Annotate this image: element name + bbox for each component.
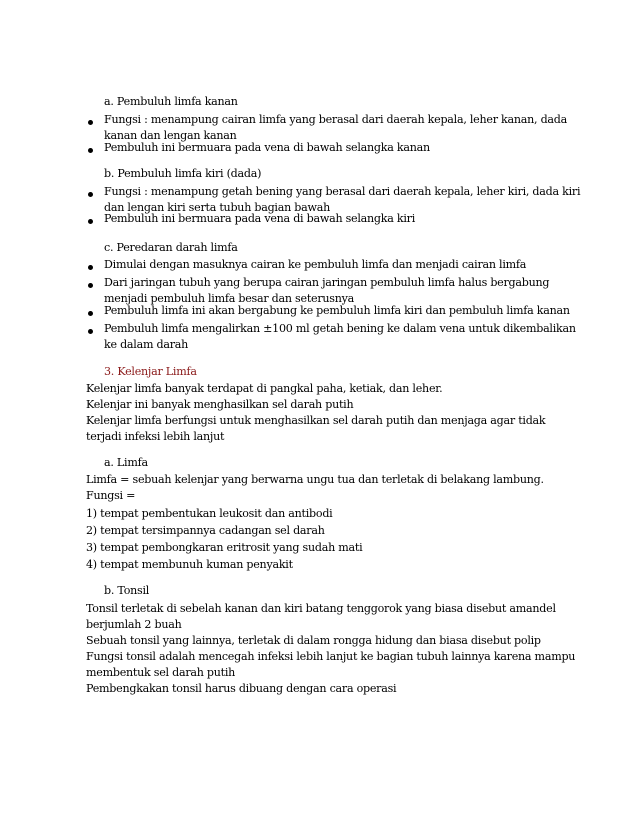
bullet-icon <box>88 283 93 288</box>
bullet-icon <box>88 148 93 153</box>
bullet-icon <box>88 311 93 316</box>
heading-peredaran-darah-limfa: c. Peredaran darah limfa <box>104 241 238 254</box>
fungsi-label: Fungsi = <box>86 489 136 502</box>
paragraph-line: Kelenjar ini banyak menghasilkan sel darah putih <box>86 398 354 411</box>
definition-line: Limfa = sebuah kelenjar yang berwarna ungu tua dan terletak di belakang lambung. <box>86 473 544 486</box>
numbered-item: 4) tempat membunuh kuman penyakit <box>86 558 293 571</box>
bullet-text: Fungsi : menampung cairan limfa yang berasal dari daerah kepala, leher kanan, dada <box>104 113 568 126</box>
heading-tonsil: b. Tonsil <box>104 584 150 597</box>
heading-pembuluh-limfa-kanan: a. Pembuluh limfa kanan <box>104 95 238 108</box>
paragraph-line: Tonsil terletak di sebelah kanan dan kiri batang tenggorok yang biasa disebut amandel <box>86 602 556 615</box>
numbered-item: 1) tempat pembentukan leukosit dan antibodi <box>86 507 333 520</box>
bullet-icon <box>88 120 93 125</box>
bullet-text-continuation: ke dalam darah <box>104 338 189 351</box>
bullet-text: Dimulai dengan masuknya cairan ke pembuluh limfa dan menjadi cairan limfa <box>104 258 527 271</box>
bullet-text: Fungsi : menampung getah bening yang berasal dari daerah kepala, leher kiri, dada kiri <box>104 185 581 198</box>
paragraph-line: Fungsi tonsil adalah mencegah infeksi lebih lanjut ke bagian tubuh lainnya karena mampu <box>86 650 576 663</box>
bullet-icon <box>88 329 93 334</box>
paragraph-line: berjumlah 2 buah <box>86 618 182 631</box>
heading-pembuluh-limfa-kiri: b. Pembuluh limfa kiri (dada) <box>104 167 262 180</box>
numbered-item: 3) tempat pembongkaran eritrosit yang sudah mati <box>86 541 363 554</box>
bullet-text: Pembuluh limfa ini akan bergabung ke pembuluh limfa kiri dan pembuluh limfa kanan <box>104 304 570 317</box>
paragraph-line: Kelenjar limfa berfungsi untuk menghasilkan sel darah putih dan menjaga agar tidak <box>86 414 546 427</box>
bullet-text-continuation: menjadi pembuluh limfa besar dan seterusnya <box>104 292 355 305</box>
heading-limfa: a. Limfa <box>104 456 148 469</box>
paragraph-line: Sebuah tonsil yang lainnya, terletak di dalam rongga hidung dan biasa disebut polip <box>86 634 541 647</box>
bullet-text: Pembuluh limfa mengalirkan ±100 ml getah bening ke dalam vena untuk dikembalikan <box>104 322 576 335</box>
heading-kelenjar-limfa: 3. Kelenjar Limfa <box>104 365 197 378</box>
bullet-text: Pembuluh ini bermuara pada vena di bawah selangka kiri <box>104 212 416 225</box>
paragraph-line: membentuk sel darah putih <box>86 666 236 679</box>
bullet-text: Dari jaringan tubuh yang berupa cairan jaringan pembuluh limfa halus bergabung <box>104 276 550 289</box>
bullet-text: Pembuluh ini bermuara pada vena di bawah selangka kanan <box>104 141 430 154</box>
numbered-item: 2) tempat tersimpannya cadangan sel darah <box>86 524 325 537</box>
bullet-icon <box>88 265 93 270</box>
bullet-icon <box>88 192 93 197</box>
paragraph-line: Pembengkakan tonsil harus dibuang dengan cara operasi <box>86 682 397 695</box>
paragraph-line: terjadi infeksi lebih lanjut <box>86 430 225 443</box>
bullet-text-continuation: kanan dan lengan kanan <box>104 129 237 142</box>
paragraph-line: Kelenjar limfa banyak terdapat di pangkal paha, ketiak, dan leher. <box>86 382 443 395</box>
bullet-text-continuation: dan lengan kiri serta tubuh bagian bawah <box>104 201 330 214</box>
bullet-icon <box>88 219 93 224</box>
